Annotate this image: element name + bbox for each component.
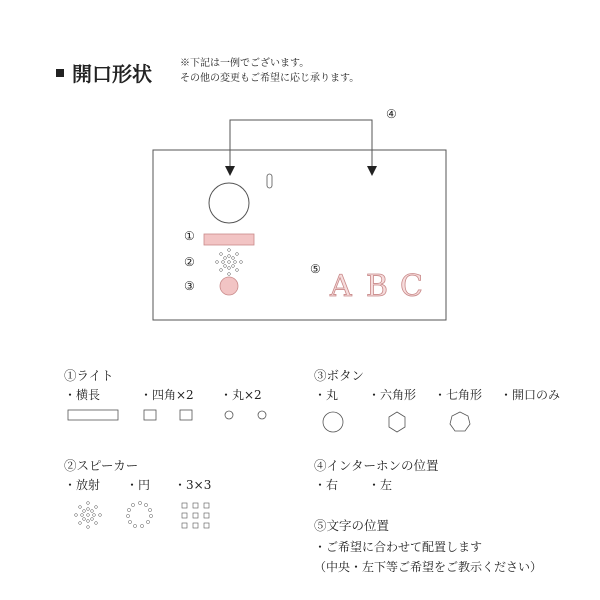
button-heading: ③ボタン <box>314 368 365 383</box>
text-position-line-2: （中央・左下等ご希望をご教示ください） <box>314 560 543 574</box>
speaker-option-radial: ・放射 <box>64 478 101 492</box>
note-line-1: ※下記は一例でございます。 <box>180 58 310 69</box>
callout-3: ③ <box>184 279 195 293</box>
panel-letter-b: B <box>366 269 389 304</box>
callout-1: ① <box>184 229 195 243</box>
light-heading: ①ライト <box>64 368 114 383</box>
light-option-round: ・丸×2 <box>220 388 262 402</box>
light-square-icon-2 <box>180 410 192 420</box>
button-circle <box>220 277 238 295</box>
button-option-round: ・丸 <box>314 388 339 402</box>
button-option-heptagon: ・七角形 <box>434 388 483 402</box>
speaker-heading: ②スピーカー <box>64 458 139 473</box>
speaker-3x3-option-icon <box>182 503 209 528</box>
callout-5: ⑤ <box>310 262 321 276</box>
speaker-option-3x3: ・3×3 <box>174 478 212 492</box>
light-wide-icon <box>68 410 118 420</box>
text-position-heading: ⑤文字の位置 <box>314 518 390 533</box>
page-title-text: 開口形状 <box>72 62 152 86</box>
light-round-icon-1 <box>225 411 233 419</box>
text-position-line-1: ・ご希望に合わせて配置します <box>314 540 483 554</box>
button-round-icon <box>323 412 343 432</box>
button-option-opening-only: ・開口のみ <box>500 388 561 402</box>
sensor-slot <box>267 174 272 188</box>
light-bar <box>204 234 254 245</box>
speaker-radial-option-icon <box>75 502 102 529</box>
speaker-option-circle: ・円 <box>126 478 151 492</box>
position-heading: ④インターホンの位置 <box>314 458 439 473</box>
button-heptagon-icon <box>450 412 470 431</box>
button-option-hexagon: ・六角形 <box>368 388 417 402</box>
light-square-icon-1 <box>144 410 156 420</box>
light-round-icon-2 <box>258 411 266 419</box>
light-option-wide: ・横長 <box>64 388 101 402</box>
position-option-right: ・右 <box>314 478 339 492</box>
camera-circle <box>209 183 249 223</box>
panel-letter-c: C <box>400 269 423 304</box>
callout-2: ② <box>184 255 195 269</box>
callout-4: ④ <box>386 107 397 121</box>
speaker-circle-option-icon <box>126 501 152 527</box>
light-option-square: ・四角×2 <box>140 388 194 402</box>
note-line-2: その他の変更もご希望に応じ承ります。 <box>180 73 360 84</box>
position-option-left: ・左 <box>368 478 393 492</box>
panel-letter-a: A <box>330 269 352 304</box>
button-hexagon-icon <box>389 412 405 432</box>
